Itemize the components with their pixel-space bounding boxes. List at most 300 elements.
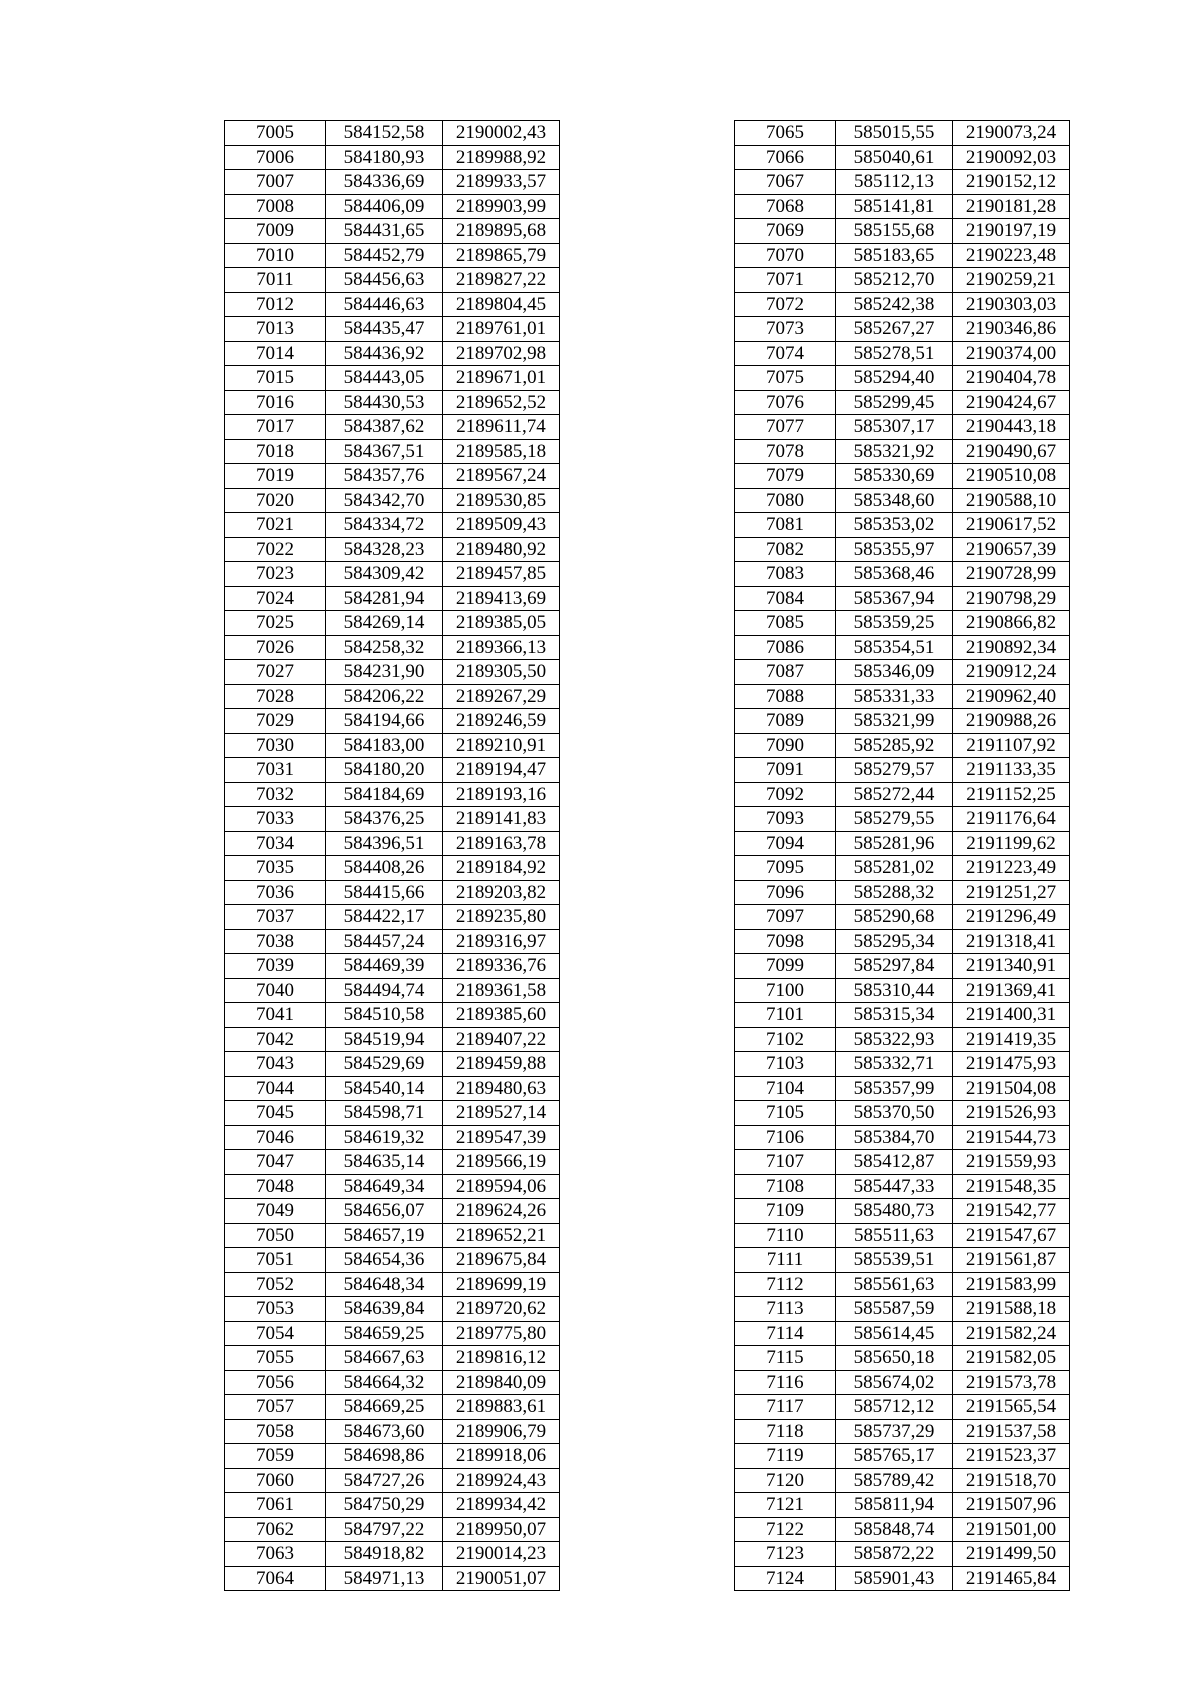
y-coordinate-cell: 2191561,87 (953, 1248, 1070, 1273)
table-row (735, 586, 1070, 611)
y-coordinate-cell: 2189652,52 (443, 390, 560, 415)
table-row (735, 611, 1070, 636)
point-id-cell: 7114 (735, 1321, 836, 1346)
y-coordinate-cell: 2190092,03 (953, 145, 1070, 170)
x-coordinate-cell: 585901,43 (836, 1566, 953, 1591)
x-coordinate-cell: 585357,99 (836, 1076, 953, 1101)
table-row (225, 1297, 560, 1322)
x-coordinate-cell: 584598,71 (326, 1101, 443, 1126)
point-id-cell: 7050 (225, 1223, 326, 1248)
table-row (225, 317, 560, 342)
point-id-cell: 7027 (225, 660, 326, 685)
point-id-cell: 7021 (225, 513, 326, 538)
x-coordinate-cell: 585272,44 (836, 782, 953, 807)
y-coordinate-cell: 2190617,52 (953, 513, 1070, 538)
table-row (735, 831, 1070, 856)
table-row (735, 170, 1070, 195)
point-id-cell: 7063 (225, 1542, 326, 1567)
point-id-cell: 7086 (735, 635, 836, 660)
table-row (225, 1542, 560, 1567)
point-id-cell: 7040 (225, 978, 326, 1003)
point-id-cell: 7044 (225, 1076, 326, 1101)
table-row (735, 513, 1070, 538)
x-coordinate-cell: 584635,14 (326, 1150, 443, 1175)
x-coordinate-cell: 585370,50 (836, 1101, 953, 1126)
point-id-cell: 7092 (735, 782, 836, 807)
point-id-cell: 7029 (225, 709, 326, 734)
table-row (735, 145, 1070, 170)
point-id-cell: 7097 (735, 905, 836, 930)
point-id-cell: 7070 (735, 243, 836, 268)
x-coordinate-cell: 584396,51 (326, 831, 443, 856)
point-id-cell: 7119 (735, 1444, 836, 1469)
table-row (225, 488, 560, 513)
point-id-cell: 7013 (225, 317, 326, 342)
point-id-cell: 7054 (225, 1321, 326, 1346)
x-coordinate-cell: 585281,96 (836, 831, 953, 856)
table-row (735, 1101, 1070, 1126)
x-coordinate-cell: 584367,51 (326, 439, 443, 464)
table-row (225, 366, 560, 391)
y-coordinate-cell: 2189385,60 (443, 1003, 560, 1028)
table-row (225, 1493, 560, 1518)
y-coordinate-cell: 2191537,58 (953, 1419, 1070, 1444)
x-coordinate-cell: 584469,39 (326, 954, 443, 979)
y-coordinate-cell: 2189407,22 (443, 1027, 560, 1052)
point-id-cell: 7087 (735, 660, 836, 685)
x-coordinate-cell: 585155,68 (836, 219, 953, 244)
y-coordinate-cell: 2189761,01 (443, 317, 560, 342)
y-coordinate-cell: 2189527,14 (443, 1101, 560, 1126)
x-coordinate-cell: 584673,60 (326, 1419, 443, 1444)
x-coordinate-cell: 585789,42 (836, 1468, 953, 1493)
table-row (735, 1223, 1070, 1248)
x-coordinate-cell: 585511,63 (836, 1223, 953, 1248)
y-coordinate-cell: 2189235,80 (443, 905, 560, 930)
x-coordinate-cell: 584529,69 (326, 1052, 443, 1077)
y-coordinate-cell: 2190197,19 (953, 219, 1070, 244)
y-coordinate-cell: 2189480,63 (443, 1076, 560, 1101)
point-id-cell: 7016 (225, 390, 326, 415)
y-coordinate-cell: 2191223,49 (953, 856, 1070, 881)
coordinates-table-left (224, 120, 560, 1591)
table-row (735, 194, 1070, 219)
table-row (735, 219, 1070, 244)
y-coordinate-cell: 2189366,13 (443, 635, 560, 660)
y-coordinate-cell: 2189883,61 (443, 1395, 560, 1420)
table-row (225, 1174, 560, 1199)
table-row (225, 1395, 560, 1420)
table-row (735, 1444, 1070, 1469)
y-coordinate-cell: 2189316,97 (443, 929, 560, 954)
x-coordinate-cell: 584376,25 (326, 807, 443, 832)
table-row (735, 807, 1070, 832)
y-coordinate-cell: 2191547,67 (953, 1223, 1070, 1248)
point-id-cell: 7118 (735, 1419, 836, 1444)
table-row (735, 1125, 1070, 1150)
point-id-cell: 7082 (735, 537, 836, 562)
y-coordinate-cell: 2191573,78 (953, 1370, 1070, 1395)
y-coordinate-cell: 2189457,85 (443, 562, 560, 587)
y-coordinate-cell: 2191559,93 (953, 1150, 1070, 1175)
x-coordinate-cell: 584659,25 (326, 1321, 443, 1346)
y-coordinate-cell: 2191504,08 (953, 1076, 1070, 1101)
x-coordinate-cell: 585346,09 (836, 660, 953, 685)
y-coordinate-cell: 2191475,93 (953, 1052, 1070, 1077)
table-row (225, 1052, 560, 1077)
table-row (735, 1566, 1070, 1591)
point-id-cell: 7102 (735, 1027, 836, 1052)
x-coordinate-cell: 584334,72 (326, 513, 443, 538)
x-coordinate-cell: 585872,22 (836, 1542, 953, 1567)
table-row (735, 758, 1070, 783)
x-coordinate-cell: 584664,32 (326, 1370, 443, 1395)
y-coordinate-cell: 2189895,68 (443, 219, 560, 244)
y-coordinate-cell: 2190374,00 (953, 341, 1070, 366)
y-coordinate-cell: 2191296,49 (953, 905, 1070, 930)
x-coordinate-cell: 585278,51 (836, 341, 953, 366)
point-id-cell: 7079 (735, 464, 836, 489)
x-coordinate-cell: 585112,13 (836, 170, 953, 195)
y-coordinate-cell: 2190912,24 (953, 660, 1070, 685)
y-coordinate-cell: 2189624,26 (443, 1199, 560, 1224)
point-id-cell: 7061 (225, 1493, 326, 1518)
x-coordinate-cell: 585811,94 (836, 1493, 953, 1518)
table-row (225, 1419, 560, 1444)
point-id-cell: 7055 (225, 1346, 326, 1371)
y-coordinate-cell: 2191133,35 (953, 758, 1070, 783)
y-coordinate-cell: 2190181,28 (953, 194, 1070, 219)
point-id-cell: 7018 (225, 439, 326, 464)
y-coordinate-cell: 2190728,99 (953, 562, 1070, 587)
point-id-cell: 7059 (225, 1444, 326, 1469)
y-coordinate-cell: 2191199,62 (953, 831, 1070, 856)
table-row (225, 1027, 560, 1052)
point-id-cell: 7120 (735, 1468, 836, 1493)
y-coordinate-cell: 2189816,12 (443, 1346, 560, 1371)
y-coordinate-cell: 2190424,67 (953, 390, 1070, 415)
y-coordinate-cell: 2190866,82 (953, 611, 1070, 636)
y-coordinate-cell: 2189906,79 (443, 1419, 560, 1444)
point-id-cell: 7073 (735, 317, 836, 342)
point-id-cell: 7105 (735, 1101, 836, 1126)
table-row (225, 954, 560, 979)
y-coordinate-cell: 2190404,78 (953, 366, 1070, 391)
point-id-cell: 7056 (225, 1370, 326, 1395)
y-coordinate-cell: 2190510,08 (953, 464, 1070, 489)
x-coordinate-cell: 584231,90 (326, 660, 443, 685)
point-id-cell: 7116 (735, 1370, 836, 1395)
table-row (225, 415, 560, 440)
x-coordinate-cell: 584406,09 (326, 194, 443, 219)
x-coordinate-cell: 584152,58 (326, 121, 443, 146)
point-id-cell: 7103 (735, 1052, 836, 1077)
y-coordinate-cell: 2191152,25 (953, 782, 1070, 807)
point-id-cell: 7051 (225, 1248, 326, 1273)
x-coordinate-cell: 585368,46 (836, 562, 953, 587)
point-id-cell: 7081 (735, 513, 836, 538)
table-row (225, 929, 560, 954)
point-id-cell: 7025 (225, 611, 326, 636)
y-coordinate-cell: 2189413,69 (443, 586, 560, 611)
y-coordinate-cell: 2189566,19 (443, 1150, 560, 1175)
table-row (735, 1419, 1070, 1444)
x-coordinate-cell: 584336,69 (326, 170, 443, 195)
point-id-cell: 7122 (735, 1517, 836, 1542)
x-coordinate-cell: 585294,40 (836, 366, 953, 391)
table-row (225, 194, 560, 219)
x-coordinate-cell: 584180,20 (326, 758, 443, 783)
y-coordinate-cell: 2191501,00 (953, 1517, 1070, 1542)
y-coordinate-cell: 2190259,21 (953, 268, 1070, 293)
y-coordinate-cell: 2190002,43 (443, 121, 560, 146)
y-coordinate-cell: 2190073,24 (953, 121, 1070, 146)
y-coordinate-cell: 2189193,16 (443, 782, 560, 807)
table-row (225, 1150, 560, 1175)
point-id-cell: 7032 (225, 782, 326, 807)
point-id-cell: 7093 (735, 807, 836, 832)
point-id-cell: 7034 (225, 831, 326, 856)
table-row (735, 1493, 1070, 1518)
x-coordinate-cell: 584494,74 (326, 978, 443, 1003)
x-coordinate-cell: 585359,25 (836, 611, 953, 636)
table-row (735, 292, 1070, 317)
y-coordinate-cell: 2189194,47 (443, 758, 560, 783)
point-id-cell: 7113 (735, 1297, 836, 1322)
table-row (735, 341, 1070, 366)
x-coordinate-cell: 585310,44 (836, 978, 953, 1003)
table-row (225, 807, 560, 832)
x-coordinate-cell: 584657,19 (326, 1223, 443, 1248)
table-row (735, 1468, 1070, 1493)
y-coordinate-cell: 2190988,26 (953, 709, 1070, 734)
x-coordinate-cell: 585040,61 (836, 145, 953, 170)
table-row (735, 439, 1070, 464)
table-row (735, 464, 1070, 489)
point-id-cell: 7030 (225, 733, 326, 758)
table-row (225, 782, 560, 807)
point-id-cell: 7028 (225, 684, 326, 709)
y-coordinate-cell: 2189699,19 (443, 1272, 560, 1297)
y-coordinate-cell: 2190962,40 (953, 684, 1070, 709)
point-id-cell: 7075 (735, 366, 836, 391)
y-coordinate-cell: 2189827,22 (443, 268, 560, 293)
table-row (735, 537, 1070, 562)
x-coordinate-cell: 584258,32 (326, 635, 443, 660)
table-row (225, 1076, 560, 1101)
table-row (225, 1346, 560, 1371)
table-row (225, 513, 560, 538)
table-row (735, 660, 1070, 685)
x-coordinate-cell: 584971,13 (326, 1566, 443, 1591)
point-id-cell: 7091 (735, 758, 836, 783)
table-row (225, 1003, 560, 1028)
table-row (735, 1370, 1070, 1395)
y-coordinate-cell: 2191544,73 (953, 1125, 1070, 1150)
table-row (735, 709, 1070, 734)
x-coordinate-cell: 585330,69 (836, 464, 953, 489)
y-coordinate-cell: 2189385,05 (443, 611, 560, 636)
x-coordinate-cell: 585712,12 (836, 1395, 953, 1420)
table-row (735, 562, 1070, 587)
table-row (225, 1199, 560, 1224)
point-id-cell: 7011 (225, 268, 326, 293)
x-coordinate-cell: 585281,02 (836, 856, 953, 881)
point-id-cell: 7085 (735, 611, 836, 636)
x-coordinate-cell: 584446,63 (326, 292, 443, 317)
point-id-cell: 7010 (225, 243, 326, 268)
x-coordinate-cell: 584431,65 (326, 219, 443, 244)
point-id-cell: 7068 (735, 194, 836, 219)
y-coordinate-cell: 2189702,98 (443, 341, 560, 366)
table-row (225, 1272, 560, 1297)
x-coordinate-cell: 585412,87 (836, 1150, 953, 1175)
table-row (225, 635, 560, 660)
y-coordinate-cell: 2190051,07 (443, 1566, 560, 1591)
y-coordinate-cell: 2191526,93 (953, 1101, 1070, 1126)
x-coordinate-cell: 585480,73 (836, 1199, 953, 1224)
x-coordinate-cell: 585290,68 (836, 905, 953, 930)
y-coordinate-cell: 2189804,45 (443, 292, 560, 317)
y-coordinate-cell: 2190014,23 (443, 1542, 560, 1567)
x-coordinate-cell: 584667,63 (326, 1346, 443, 1371)
point-id-cell: 7041 (225, 1003, 326, 1028)
y-coordinate-cell: 2191369,41 (953, 978, 1070, 1003)
y-coordinate-cell: 2189988,92 (443, 145, 560, 170)
table-row (735, 782, 1070, 807)
y-coordinate-cell: 2191548,35 (953, 1174, 1070, 1199)
x-coordinate-cell: 584435,47 (326, 317, 443, 342)
x-coordinate-cell: 584408,26 (326, 856, 443, 881)
y-coordinate-cell: 2189611,74 (443, 415, 560, 440)
x-coordinate-cell: 584443,05 (326, 366, 443, 391)
table-row (735, 268, 1070, 293)
x-coordinate-cell: 584519,94 (326, 1027, 443, 1052)
x-coordinate-cell: 584698,86 (326, 1444, 443, 1469)
point-id-cell: 7123 (735, 1542, 836, 1567)
x-coordinate-cell: 584342,70 (326, 488, 443, 513)
point-id-cell: 7112 (735, 1272, 836, 1297)
x-coordinate-cell: 584422,17 (326, 905, 443, 930)
y-coordinate-cell: 2190892,34 (953, 635, 1070, 660)
y-coordinate-cell: 2189594,06 (443, 1174, 560, 1199)
table-row (225, 758, 560, 783)
table-row (735, 121, 1070, 146)
y-coordinate-cell: 2189652,21 (443, 1223, 560, 1248)
table-row (735, 317, 1070, 342)
y-coordinate-cell: 2189933,57 (443, 170, 560, 195)
x-coordinate-cell: 585267,27 (836, 317, 953, 342)
x-coordinate-cell: 585348,60 (836, 488, 953, 513)
point-id-cell: 7067 (735, 170, 836, 195)
y-coordinate-cell: 2191523,37 (953, 1444, 1070, 1469)
table-row (735, 1199, 1070, 1224)
y-coordinate-cell: 2189720,62 (443, 1297, 560, 1322)
y-coordinate-cell: 2190346,86 (953, 317, 1070, 342)
point-id-cell: 7036 (225, 880, 326, 905)
y-coordinate-cell: 2191582,24 (953, 1321, 1070, 1346)
x-coordinate-cell: 584510,58 (326, 1003, 443, 1028)
point-id-cell: 7095 (735, 856, 836, 881)
point-id-cell: 7026 (225, 635, 326, 660)
y-coordinate-cell: 2189671,01 (443, 366, 560, 391)
x-coordinate-cell: 585674,02 (836, 1370, 953, 1395)
y-coordinate-cell: 2189203,82 (443, 880, 560, 905)
y-coordinate-cell: 2189865,79 (443, 243, 560, 268)
table-row (225, 1468, 560, 1493)
table-row (735, 1076, 1070, 1101)
y-coordinate-cell: 2191400,31 (953, 1003, 1070, 1028)
x-coordinate-cell: 584430,53 (326, 390, 443, 415)
table-row (225, 831, 560, 856)
table-row (225, 464, 560, 489)
y-coordinate-cell: 2191542,77 (953, 1199, 1070, 1224)
y-coordinate-cell: 2189934,42 (443, 1493, 560, 1518)
point-id-cell: 7049 (225, 1199, 326, 1224)
table-row (225, 243, 560, 268)
table-row (735, 366, 1070, 391)
x-coordinate-cell: 585447,33 (836, 1174, 953, 1199)
y-coordinate-cell: 2191465,84 (953, 1566, 1070, 1591)
table-row (225, 1444, 560, 1469)
x-coordinate-cell: 584540,14 (326, 1076, 443, 1101)
x-coordinate-cell: 585307,17 (836, 415, 953, 440)
y-coordinate-cell: 2190303,03 (953, 292, 1070, 317)
point-id-cell: 7043 (225, 1052, 326, 1077)
x-coordinate-cell: 584357,76 (326, 464, 443, 489)
table-row (735, 1027, 1070, 1052)
x-coordinate-cell: 585614,45 (836, 1321, 953, 1346)
y-coordinate-cell: 2189585,18 (443, 439, 560, 464)
x-coordinate-cell: 585015,55 (836, 121, 953, 146)
x-coordinate-cell: 584669,25 (326, 1395, 443, 1420)
point-id-cell: 7121 (735, 1493, 836, 1518)
point-id-cell: 7124 (735, 1566, 836, 1591)
x-coordinate-cell: 584797,22 (326, 1517, 443, 1542)
point-id-cell: 7038 (225, 929, 326, 954)
table-row (225, 562, 560, 587)
point-id-cell: 7084 (735, 586, 836, 611)
point-id-cell: 7106 (735, 1125, 836, 1150)
x-coordinate-cell: 584328,23 (326, 537, 443, 562)
y-coordinate-cell: 2189336,76 (443, 954, 560, 979)
table-row (225, 880, 560, 905)
point-id-cell: 7035 (225, 856, 326, 881)
table-row (735, 880, 1070, 905)
table-row (225, 1517, 560, 1542)
x-coordinate-cell: 585299,45 (836, 390, 953, 415)
y-coordinate-cell: 2189210,91 (443, 733, 560, 758)
point-id-cell: 7071 (735, 268, 836, 293)
table-row (735, 1395, 1070, 1420)
table-row (735, 1150, 1070, 1175)
point-id-cell: 7099 (735, 954, 836, 979)
table-row (225, 268, 560, 293)
x-coordinate-cell: 584452,79 (326, 243, 443, 268)
point-id-cell: 7065 (735, 121, 836, 146)
y-coordinate-cell: 2190490,67 (953, 439, 1070, 464)
x-coordinate-cell: 585279,57 (836, 758, 953, 783)
y-coordinate-cell: 2189246,59 (443, 709, 560, 734)
table-row (735, 684, 1070, 709)
point-id-cell: 7066 (735, 145, 836, 170)
x-coordinate-cell: 584194,66 (326, 709, 443, 734)
x-coordinate-cell: 584750,29 (326, 1493, 443, 1518)
point-id-cell: 7117 (735, 1395, 836, 1420)
y-coordinate-cell: 2189480,92 (443, 537, 560, 562)
point-id-cell: 7005 (225, 121, 326, 146)
table-row (225, 537, 560, 562)
